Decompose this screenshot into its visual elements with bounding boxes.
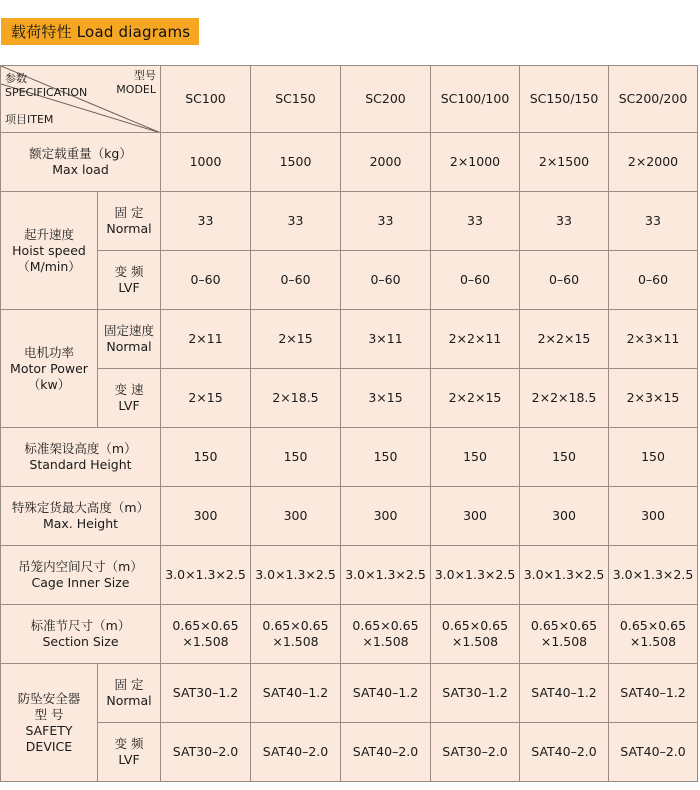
spec-en: SPECIFICATION xyxy=(5,86,88,99)
row-safety-device-normal xyxy=(1,664,698,723)
value-cell: 33 xyxy=(431,192,520,251)
model-header: SC100 xyxy=(161,66,251,133)
value-cell: 150 xyxy=(251,428,341,487)
row-section-size xyxy=(1,605,698,664)
row-label xyxy=(1,487,161,546)
value-cell: 2×2×18.5 xyxy=(520,369,609,428)
label-cn: 标准节尺寸（m） xyxy=(30,618,131,633)
value-line: 0.65×0.65 xyxy=(619,618,687,633)
value-cell: SAT40–1.2 xyxy=(520,664,609,723)
sub-label-en: Normal xyxy=(106,693,152,708)
value-cell: SAT30–2.0 xyxy=(161,723,251,782)
model-cn: 型号 xyxy=(134,69,156,82)
label-cn: 吊笼内空间尺寸（m） xyxy=(18,559,143,574)
sub-label-cn: 变 频 xyxy=(114,736,144,751)
spec-table xyxy=(0,65,698,782)
value-cell: 2000 xyxy=(341,133,431,192)
sub-label xyxy=(98,369,161,428)
label-en: Section Size xyxy=(42,634,119,649)
value-line: 0.65×0.65 xyxy=(352,618,419,633)
row-motor-power-lvf xyxy=(1,369,698,428)
row-hoist-speed-lvf xyxy=(1,251,698,310)
sub-label xyxy=(98,664,161,723)
value-cell xyxy=(161,605,251,664)
section-title-bar xyxy=(1,18,199,45)
label-cn: 额定载重量（kg） xyxy=(29,146,132,161)
sub-label-cn: 固 定 xyxy=(114,677,144,692)
value-line: ×1.508 xyxy=(362,634,409,649)
value-cell: 300 xyxy=(251,487,341,546)
value-cell: SAT40–2.0 xyxy=(251,723,341,782)
value-cell: 300 xyxy=(431,487,520,546)
value-line: ×1.508 xyxy=(272,634,319,649)
value-cell: 150 xyxy=(341,428,431,487)
value-cell: 3.0×1.3×2.5 xyxy=(251,546,341,605)
value-cell: SAT40–2.0 xyxy=(609,723,698,782)
sub-label-en: LVF xyxy=(118,398,140,413)
model-header: SC200 xyxy=(341,66,431,133)
row-max-height xyxy=(1,487,698,546)
value-cell: 150 xyxy=(161,428,251,487)
sub-label-cn: 变 频 xyxy=(114,264,144,279)
model-header: SC150 xyxy=(251,66,341,133)
sub-label xyxy=(98,192,161,251)
value-cell: SAT30–1.2 xyxy=(161,664,251,723)
value-cell: 2×3×15 xyxy=(609,369,698,428)
value-cell: 300 xyxy=(609,487,698,546)
row-safety-device-lvf xyxy=(1,723,698,782)
value-cell xyxy=(341,605,431,664)
value-cell: 3.0×1.3×2.5 xyxy=(161,546,251,605)
value-line: ×1.508 xyxy=(540,634,588,649)
param-cn: 参数 xyxy=(5,72,27,85)
row-label xyxy=(1,546,161,605)
label-cn: 电机功率 xyxy=(23,344,74,360)
value-cell xyxy=(251,605,341,664)
value-line: 0.65×0.65 xyxy=(262,618,329,633)
label-en: Standard Height xyxy=(29,457,132,472)
value-cell: 3.0×1.3×2.5 xyxy=(520,546,609,605)
value-cell: 300 xyxy=(520,487,609,546)
sub-label-cn: 固定速度 xyxy=(103,323,154,338)
value-cell: SAT40–1.2 xyxy=(341,664,431,723)
label-cn: 特殊定货最大高度（m） xyxy=(11,500,150,515)
value-cell: 1000 xyxy=(161,133,251,192)
value-cell xyxy=(609,605,698,664)
value-cell: 33 xyxy=(520,192,609,251)
row-label xyxy=(1,133,161,192)
sub-label xyxy=(98,251,161,310)
sub-label-en: LVF xyxy=(118,280,140,295)
value-cell: 3×15 xyxy=(341,369,431,428)
value-cell: SAT30–2.0 xyxy=(431,723,520,782)
label-unit: （kw） xyxy=(27,376,71,392)
label-cn: 标准架设高度（m） xyxy=(24,441,137,456)
value-cell: 2×18.5 xyxy=(251,369,341,428)
value-cell: SAT40–1.2 xyxy=(609,664,698,723)
value-cell: 33 xyxy=(161,192,251,251)
label-cn: 防坠安全器 xyxy=(17,690,81,706)
sub-label-cn: 固 定 xyxy=(114,205,144,220)
value-cell: 3.0×1.3×2.5 xyxy=(341,546,431,605)
value-cell: SAT40–1.2 xyxy=(251,664,341,723)
value-line: ×1.508 xyxy=(451,634,499,649)
row-label xyxy=(1,192,98,310)
value-cell: 2×2×15 xyxy=(520,310,609,369)
value-cell: 300 xyxy=(161,487,251,546)
row-max-load xyxy=(1,133,698,192)
value-cell: 0–60 xyxy=(609,251,698,310)
row-motor-power-normal xyxy=(1,310,698,369)
value-cell: 0–60 xyxy=(341,251,431,310)
value-cell: 33 xyxy=(609,192,698,251)
row-label xyxy=(1,428,161,487)
value-cell: 3×11 xyxy=(341,310,431,369)
header-row xyxy=(1,66,698,133)
label-en: Max. Height xyxy=(42,516,119,531)
section-title: 载荷特性 Load diagrams xyxy=(11,23,191,41)
value-cell: 2×15 xyxy=(161,369,251,428)
row-label xyxy=(1,310,98,428)
value-cell: 0–60 xyxy=(431,251,520,310)
label-en: DEVICE xyxy=(25,738,73,754)
value-cell: 33 xyxy=(341,192,431,251)
label-cn: 起升速度 xyxy=(23,226,74,242)
value-cell: 2×2×15 xyxy=(431,369,520,428)
sub-label xyxy=(98,723,161,782)
value-cell: 0–60 xyxy=(251,251,341,310)
corner-model-label xyxy=(116,69,156,97)
model-header: SC150/150 xyxy=(520,66,609,133)
label-en: SAFETY xyxy=(25,722,73,738)
sub-label-en: Normal xyxy=(106,221,152,236)
value-cell: 150 xyxy=(520,428,609,487)
value-cell: 150 xyxy=(431,428,520,487)
label-en: Cage Inner Size xyxy=(31,575,130,590)
value-cell: 2×3×11 xyxy=(609,310,698,369)
value-cell xyxy=(431,605,520,664)
value-line: 0.65×0.65 xyxy=(172,618,239,633)
value-cell: 33 xyxy=(251,192,341,251)
value-cell: 300 xyxy=(341,487,431,546)
value-line: ×1.508 xyxy=(629,634,677,649)
value-cell: 3.0×1.3×2.5 xyxy=(609,546,698,605)
value-cell: SAT40–2.0 xyxy=(341,723,431,782)
corner-item-label: 项目ITEM xyxy=(5,113,54,126)
label-en: Max load xyxy=(52,162,109,177)
sub-label-en: Normal xyxy=(106,339,152,354)
label-cn: 型 号 xyxy=(34,706,64,722)
row-hoist-speed-normal xyxy=(1,192,698,251)
value-cell: 0–60 xyxy=(520,251,609,310)
value-cell: 2×2000 xyxy=(609,133,698,192)
value-cell: 1500 xyxy=(251,133,341,192)
value-cell: 2×1500 xyxy=(520,133,609,192)
value-cell: 0–60 xyxy=(161,251,251,310)
label-unit: （M/min） xyxy=(17,258,81,274)
value-cell: 2×2×11 xyxy=(431,310,520,369)
row-label xyxy=(1,664,98,782)
value-cell: 2×11 xyxy=(161,310,251,369)
value-line: 0.65×0.65 xyxy=(530,618,598,633)
corner-spec-label xyxy=(5,72,87,100)
sub-label-cn: 变 速 xyxy=(114,382,144,397)
value-line: ×1.508 xyxy=(182,634,229,649)
model-header: SC200/200 xyxy=(609,66,698,133)
row-standard-height xyxy=(1,428,698,487)
label-en: Hoist speed xyxy=(12,242,86,258)
value-cell: 150 xyxy=(609,428,698,487)
value-cell: SAT40–2.0 xyxy=(520,723,609,782)
value-line: 0.65×0.65 xyxy=(441,618,509,633)
value-cell: 2×15 xyxy=(251,310,341,369)
model-header: SC100/100 xyxy=(431,66,520,133)
header-corner-cell xyxy=(1,66,161,133)
value-cell: SAT30–1.2 xyxy=(431,664,520,723)
sub-label-en: LVF xyxy=(118,752,140,767)
value-cell xyxy=(520,605,609,664)
row-cage-size xyxy=(1,546,698,605)
sub-label xyxy=(98,310,161,369)
value-cell: 2×1000 xyxy=(431,133,520,192)
model-en: MODEL xyxy=(116,83,156,96)
value-cell: 3.0×1.3×2.5 xyxy=(431,546,520,605)
row-label xyxy=(1,605,161,664)
label-en: Motor Power xyxy=(10,360,88,376)
